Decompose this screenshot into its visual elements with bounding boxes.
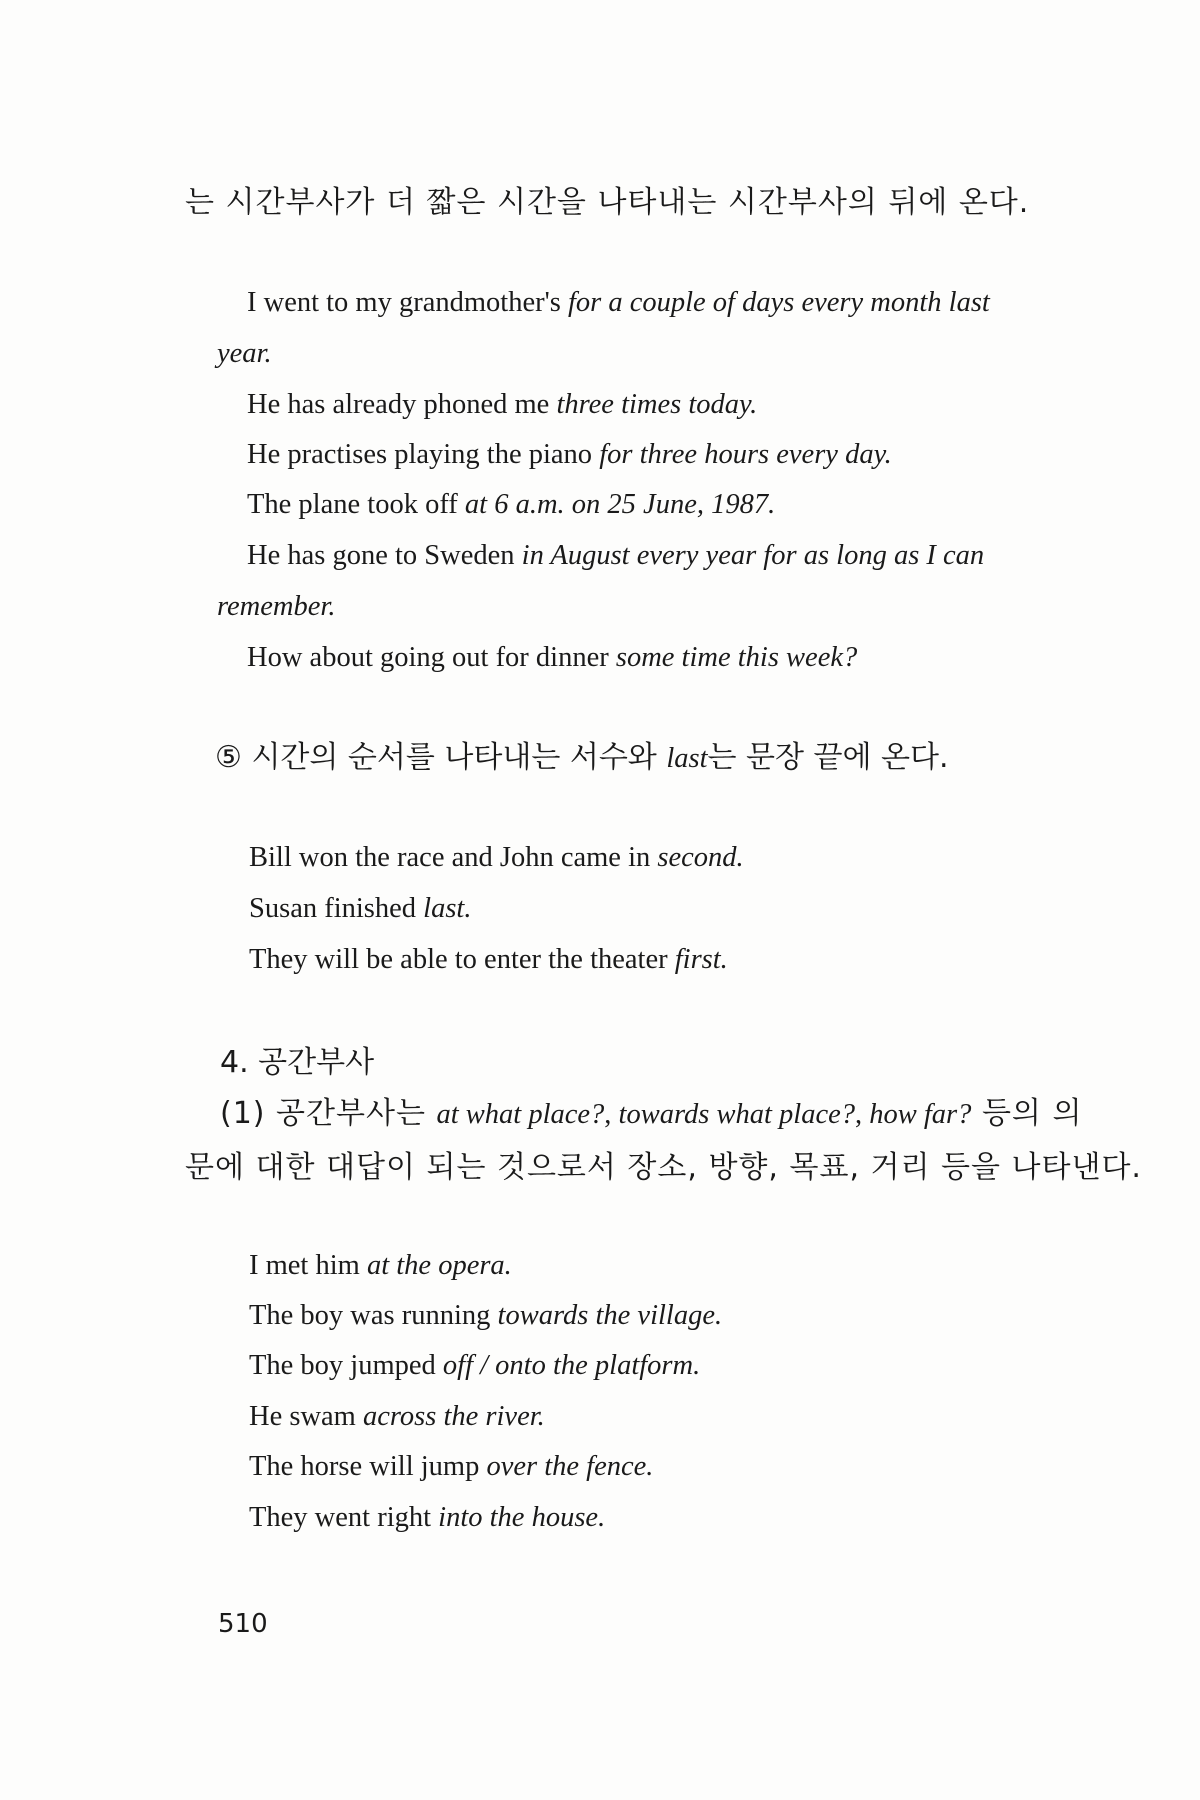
example-place-4: He swam across the river.	[249, 1401, 545, 1432]
example-place-6: They went right into the house.	[249, 1502, 606, 1533]
page-number: 510	[218, 1609, 268, 1639]
example-time-2: He has already phoned me three times today.	[247, 389, 758, 420]
intro-korean-line: 는 시간부사가 더 짧은 시간을 나타내는 시간부사의 뒤에 온다.	[185, 185, 1030, 220]
example-time-3: He practises playing the piano for three hours every day.	[247, 439, 892, 470]
example-place-1: I met him at the opera.	[249, 1250, 512, 1281]
example-place-3: The boy jumped off / onto the platform.	[249, 1350, 701, 1381]
section-4-paragraph-line-1: (1) 공간부사는 at what place?, towards what place?, how far? 등의 의	[220, 1096, 1083, 1131]
example-time-1-cont: year.	[217, 338, 272, 369]
section-4-title: 4. 공간부사	[220, 1045, 375, 1080]
example-order-3: They will be able to enter the theater first.	[249, 944, 728, 975]
example-place-2: The boy was running towards the village.	[249, 1300, 723, 1331]
section-4-paragraph-line-2: 문에 대한 대답이 되는 것으로서 장소, 방향, 목표, 거리 등을 나타낸다.	[185, 1150, 1142, 1185]
example-time-1: I went to my grandmother's for a couple of days every month last	[247, 287, 990, 318]
example-order-2: Susan finished last.	[249, 893, 472, 924]
example-time-5-cont: remember.	[217, 591, 336, 622]
example-place-5: The horse will jump over the fence.	[249, 1451, 654, 1482]
example-order-1: Bill won the race and John came in second.	[249, 842, 744, 873]
example-time-6: How about going out for dinner some time this week?	[247, 642, 858, 673]
example-time-4: The plane took off at 6 a.m. on 25 June, 1987.	[247, 489, 776, 520]
example-time-5: He has gone to Sweden in August every year for as long as I can	[247, 540, 985, 571]
rule-5-heading: ⑤ 시간의 순서를 나타내는 서수와 last는 문장 끝에 온다.	[215, 740, 949, 775]
